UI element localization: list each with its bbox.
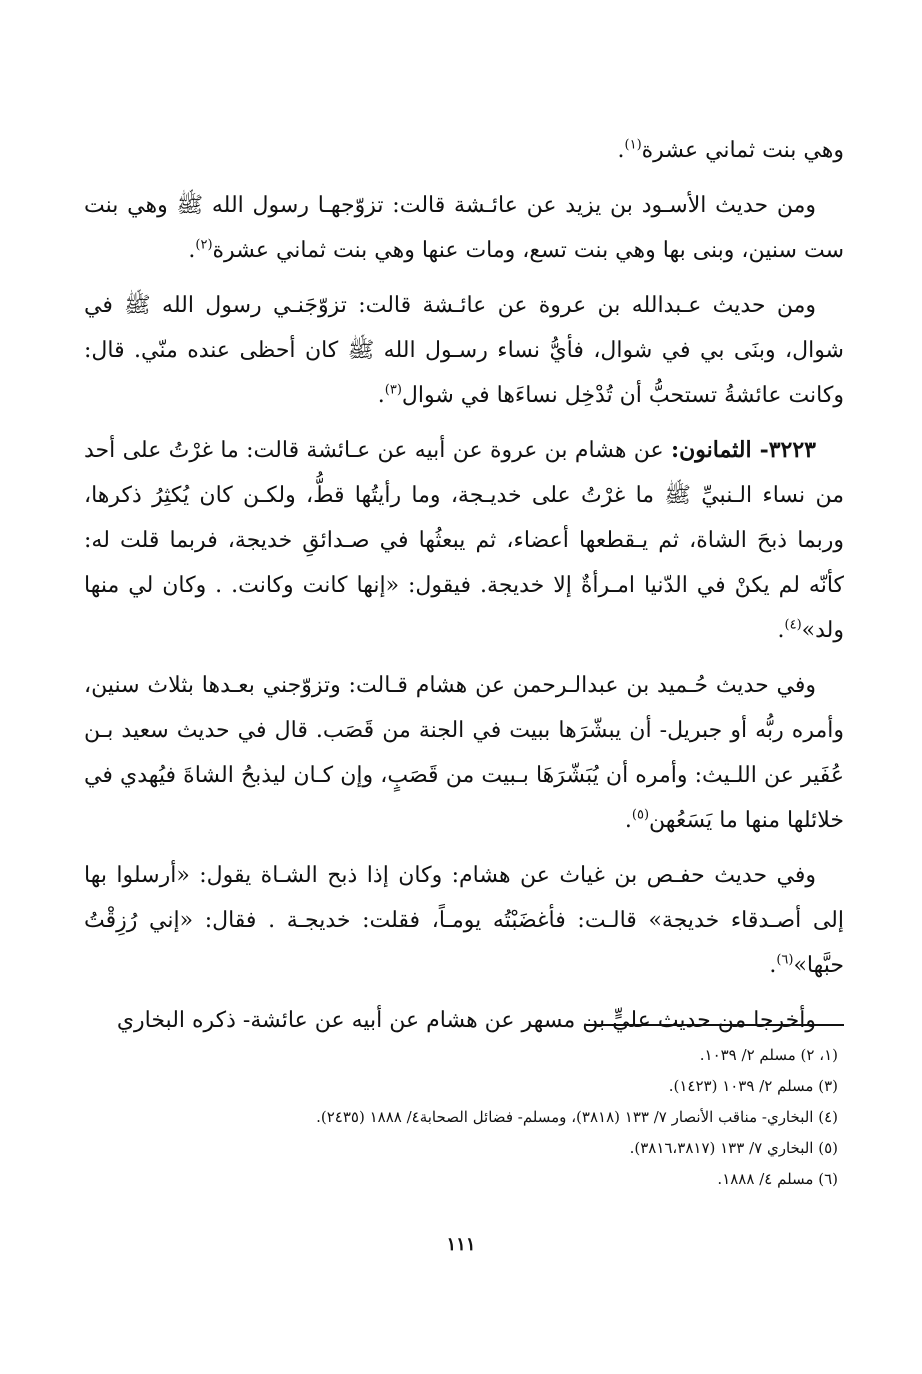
paragraph-text: ومن حديث عـبدالله بن عروة عن عائـشة قالت: تزوّجَنـي رسول الله ﷺ في شوال، وبنَى بي في شوال، فأيُّ نساء رسـول الله ﷺ كان أحظى عنده منّي. قال: وكانت عائشةُ تستحبُّ أن تُدْخِل نساءَها في شوال: [84, 293, 844, 408]
main-text: [84, 128, 844, 1053]
footnote-2: (٣) مسلم ٢/ ١٠٣٩ (١٤٢٣).: [668, 1077, 838, 1095]
footnote-ref: (٥): [631, 807, 650, 823]
paragraph-4: [84, 428, 844, 653]
footnote-divider: [586, 1024, 844, 1026]
paragraph-text: وهي بنت ثماني عشرة: [641, 138, 844, 163]
footnote-4: (٥) البخاري ٧/ ١٣٣ (٣٨١٦،٣٨١٧).: [629, 1139, 838, 1157]
paragraph-5: [84, 663, 844, 843]
page-number: ١١١: [446, 1234, 476, 1255]
paragraph-text: عن هشام بن عروة عن أبيه عن عـائشة قالت: ما غرْتُ على أحد من نساء الـنبيِّ ﷺ ما غرْتُ على خديـجة، وما رأيتُها قطُّ، ولكـن كان يُكثِرُ ذكرها، وربما ذبحَ الشاة، ثم يـقطعها أعضاء، ثم يبعثُها في صـدائقِ خديجة، فربما قلت له: كأنّه لم يكنْ في الدّنيا امـرأةٌ إلا خديجة. فيقول: «إنها كانت وكانت. . وكان لي منها ولد»: [84, 438, 844, 643]
paragraph-end: .: [769, 953, 777, 978]
footnote-ref: (٦): [776, 952, 794, 968]
paragraph-text: وفي حديث حفـص بن غياث عن هشام: وكان إذا ذبح الشـاة يقول: «أرسلوا بها إلى أصـدقاء خديجة» قالـت: فأغضَبْتُه يومـاً، فقلت: خديجـة . فقال: «إني رُزِقْتُ حبَّها»: [84, 863, 844, 978]
paragraph-end: .: [617, 138, 625, 163]
paragraph-2: [84, 183, 844, 273]
paragraph-text: وفي حديث حُـميد بن عبدالـرحمن عن هشام قـالت: وتزوّجني بعـدها بثلاث سنين، وأمره ربُّه أو جبريل- أن يبشّرَها ببيت في الجنة من قَصَب. قال في حديث سعيد بـن عُفَير عن اللـيث: وأمره أن يُبَشّرَهَا بـبيت من قَصَبٍ، وإن كـان ليذبحُ الشاةَ فيُهدي في خلائلها منها ما يَسَعُهن: [84, 673, 844, 833]
footnote-5: (٦) مسلم ٤/ ١٨٨٨.: [717, 1170, 838, 1188]
paragraph-text: ومن حديث الأسـود بن يزيد عن عائـشة قالت: تزوّجهـا رسول الله ﷺ وهي بنت ست سنين، وبنى بها وهي بنت تسع، ومات عنها وهي بنت ثماني عشرة: [84, 193, 844, 263]
paragraph-7: [84, 998, 844, 1043]
hadith-number: ٣٢٢٣- الثمانون:: [670, 437, 816, 463]
paragraph-1: [84, 128, 844, 173]
paragraph-3: [84, 283, 844, 418]
paragraph-end: .: [777, 618, 785, 643]
paragraph-end: .: [624, 808, 632, 833]
footnote-1: (١، ٢) مسلم ٢/ ١٠٣٩.: [699, 1046, 838, 1064]
footnotes: [78, 1040, 838, 1195]
paragraph-text: وأخرجا من حديث عليٍّ بن مسهر عن هشام عن أبيه عن عائشة- ذكره البخاري: [116, 1008, 816, 1033]
footnote-ref: (٢): [195, 237, 213, 253]
footnote-3: (٤) البخاري- مناقب الأنصار ٧/ ١٣٣ (٣٨١٨)، ومسلم- فضائل الصحابة٤/ ١٨٨٨ (٢٤٣٥).: [316, 1108, 838, 1126]
paragraph-end: .: [377, 383, 385, 408]
paragraph-6: [84, 853, 844, 988]
footnote-ref: (٣): [384, 382, 402, 398]
paragraph-end: .: [188, 238, 196, 263]
footnote-ref: (٤): [784, 617, 802, 633]
footnote-ref: (١): [624, 137, 642, 153]
